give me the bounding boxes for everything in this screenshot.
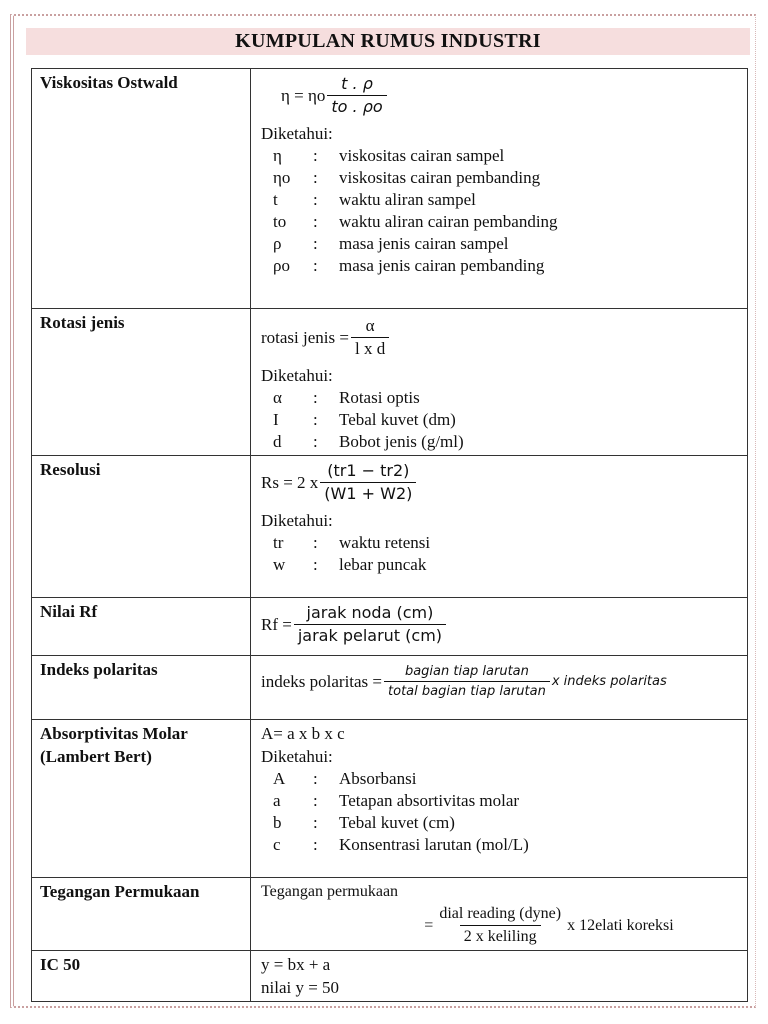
- page-title: KUMPULAN RUMUS INDUSTRI: [26, 28, 750, 55]
- denominator: to . ρo: [327, 95, 386, 118]
- table-row: [32, 656, 748, 720]
- definition-separator: :: [313, 533, 318, 552]
- denominator: total bagian tiap larutan: [384, 681, 550, 701]
- definition-row: [261, 554, 737, 576]
- formula-name: Resolusi: [32, 456, 251, 598]
- definition-separator: :: [313, 813, 318, 832]
- definition-row: [261, 431, 737, 453]
- definition-row: [261, 768, 737, 790]
- formula-cell: [251, 878, 748, 951]
- formula-cell: [251, 598, 748, 656]
- definition-symbol: I: [273, 410, 279, 429]
- definition-text: waktu retensi: [339, 533, 431, 552]
- definition-row: [261, 233, 737, 255]
- definition-symbol: t: [273, 190, 278, 209]
- definition-row: [261, 387, 737, 409]
- formula-name: Indeks polaritas: [32, 656, 251, 720]
- formula-lhs: η = ηo: [281, 86, 326, 105]
- definition-separator: :: [313, 769, 318, 788]
- formula-cell: [251, 951, 748, 1002]
- definition-text: waktu aliran cairan pembanding: [339, 212, 558, 231]
- definition-separator: :: [313, 555, 318, 574]
- definition-row: [261, 167, 737, 189]
- formula-table: [31, 68, 748, 1002]
- definition-text: Tetapan absortivitas molar: [339, 791, 520, 810]
- definition-symbol: w: [273, 555, 286, 574]
- numerator: (tr1 − tr2): [327, 461, 410, 480]
- definition-row: [261, 255, 737, 277]
- definition-text: Rotasi optis: [339, 388, 420, 407]
- formula-rhs: x indeks polaritas: [551, 674, 667, 689]
- formula: [261, 460, 737, 505]
- fraction: [435, 903, 565, 948]
- definition-text: masa jenis cairan sampel: [339, 234, 509, 253]
- formula-cell: [251, 720, 748, 878]
- formula: [261, 315, 737, 360]
- numerator: bagian tiap larutan: [404, 664, 529, 679]
- formula: A= a x b x c: [261, 724, 345, 743]
- definition-text: Bobot jenis (g/ml): [339, 432, 464, 451]
- definition-row: [261, 834, 737, 856]
- denominator: l x d: [351, 337, 389, 360]
- definition-symbol: to: [273, 212, 287, 231]
- table-row: [32, 720, 748, 878]
- definition-list: [261, 768, 737, 856]
- definition-symbol: c: [273, 835, 281, 854]
- formula-line-1: y = bx + a: [261, 955, 331, 974]
- definition-row: [261, 145, 737, 167]
- formula: [261, 602, 737, 647]
- definition-symbol: ηo: [273, 168, 291, 187]
- denominator: 2 x keliling: [460, 925, 541, 948]
- formula-cell: [251, 309, 748, 456]
- definition-text: Tebal kuvet (dm): [339, 410, 456, 429]
- definition-symbol: d: [273, 432, 282, 451]
- definition-symbol: η: [273, 146, 282, 165]
- denominator: (W1 + W2): [320, 482, 416, 505]
- formula: [261, 73, 737, 118]
- table-row: [32, 456, 748, 598]
- fraction: [384, 662, 550, 701]
- formula-name: Absorptivitas Molar (Lambert Bert): [32, 720, 251, 878]
- diketahui-label: Diketahui:: [261, 747, 333, 766]
- table-row: [32, 951, 748, 1002]
- definition-row: [261, 790, 737, 812]
- definition-row: [261, 189, 737, 211]
- formula-name: IC 50: [32, 951, 251, 1002]
- denominator: jarak pelarut (cm): [294, 624, 446, 647]
- table-row: [32, 309, 748, 456]
- definition-row: [261, 211, 737, 233]
- definition-separator: :: [313, 791, 318, 810]
- formula-cell: [251, 656, 748, 720]
- definition-text: viskositas cairan pembanding: [339, 168, 541, 187]
- formula-lhs: Tegangan permukaan: [261, 883, 399, 900]
- definition-text: masa jenis cairan pembanding: [339, 256, 545, 275]
- diketahui-label: Diketahui:: [261, 124, 333, 143]
- definition-text: Konsentrasi larutan (mol/L): [339, 835, 529, 854]
- equals-sign: =: [424, 917, 434, 934]
- numerator: dial reading (dyne): [439, 905, 562, 922]
- numerator: jarak noda (cm): [306, 603, 434, 622]
- definition-separator: :: [313, 212, 318, 231]
- formula-cell: [251, 69, 748, 309]
- definition-text: lebar puncak: [339, 555, 427, 574]
- definition-symbol: A: [273, 769, 286, 788]
- definition-separator: :: [313, 256, 318, 275]
- definition-symbol: ρo: [273, 256, 290, 275]
- definition-symbol: a: [273, 791, 281, 810]
- diketahui-label: Diketahui:: [261, 366, 333, 385]
- definition-text: waktu aliran sampel: [339, 190, 476, 209]
- formula-name: Viskositas Ostwald: [32, 69, 251, 309]
- formula-lhs: indeks polaritas =: [261, 672, 383, 691]
- formula-name: Tegangan Permukaan: [32, 878, 251, 951]
- definition-separator: :: [313, 835, 318, 854]
- fraction: [327, 73, 386, 118]
- fraction: [320, 460, 416, 505]
- definition-symbol: ρ: [273, 234, 282, 253]
- formula-lhs: rotasi jenis =: [261, 328, 349, 347]
- definition-row: [261, 812, 737, 834]
- formula-lhs: Rs = 2 x: [261, 473, 319, 492]
- formula: [361, 903, 737, 948]
- fraction: [351, 315, 389, 360]
- definition-separator: :: [313, 432, 318, 451]
- formula: [261, 662, 737, 701]
- definition-row: [261, 409, 737, 431]
- numerator: t . ρ: [341, 74, 373, 93]
- formula-name: Nilai Rf: [32, 598, 251, 656]
- definition-separator: :: [313, 146, 318, 165]
- definition-separator: :: [313, 168, 318, 187]
- diketahui-label: Diketahui:: [261, 511, 333, 530]
- table-row: [32, 69, 748, 309]
- definition-list: [261, 145, 737, 277]
- definition-symbol: α: [273, 388, 282, 407]
- formula-name: Rotasi jenis: [32, 309, 251, 456]
- table-row: [32, 878, 748, 951]
- definition-row: [261, 532, 737, 554]
- definition-text: viskositas cairan sampel: [339, 146, 505, 165]
- fraction: [294, 602, 446, 647]
- formula-cell: [251, 456, 748, 598]
- definition-symbol: tr: [273, 533, 284, 552]
- definition-separator: :: [313, 234, 318, 253]
- formula-lhs: Rf =: [261, 615, 292, 634]
- numerator: α: [365, 316, 375, 335]
- table-row: [32, 598, 748, 656]
- definition-separator: :: [313, 388, 318, 407]
- definition-separator: :: [313, 190, 318, 209]
- definition-text: Tebal kuvet (cm): [339, 813, 455, 832]
- definition-separator: :: [313, 410, 318, 429]
- formula-rhs: x 12elati koreksi: [567, 917, 674, 934]
- definition-list: [261, 532, 737, 576]
- definition-symbol: b: [273, 813, 282, 832]
- definition-list: [261, 387, 737, 453]
- formula-line-2: nilai y = 50: [261, 978, 340, 997]
- definition-text: Absorbansi: [339, 769, 417, 788]
